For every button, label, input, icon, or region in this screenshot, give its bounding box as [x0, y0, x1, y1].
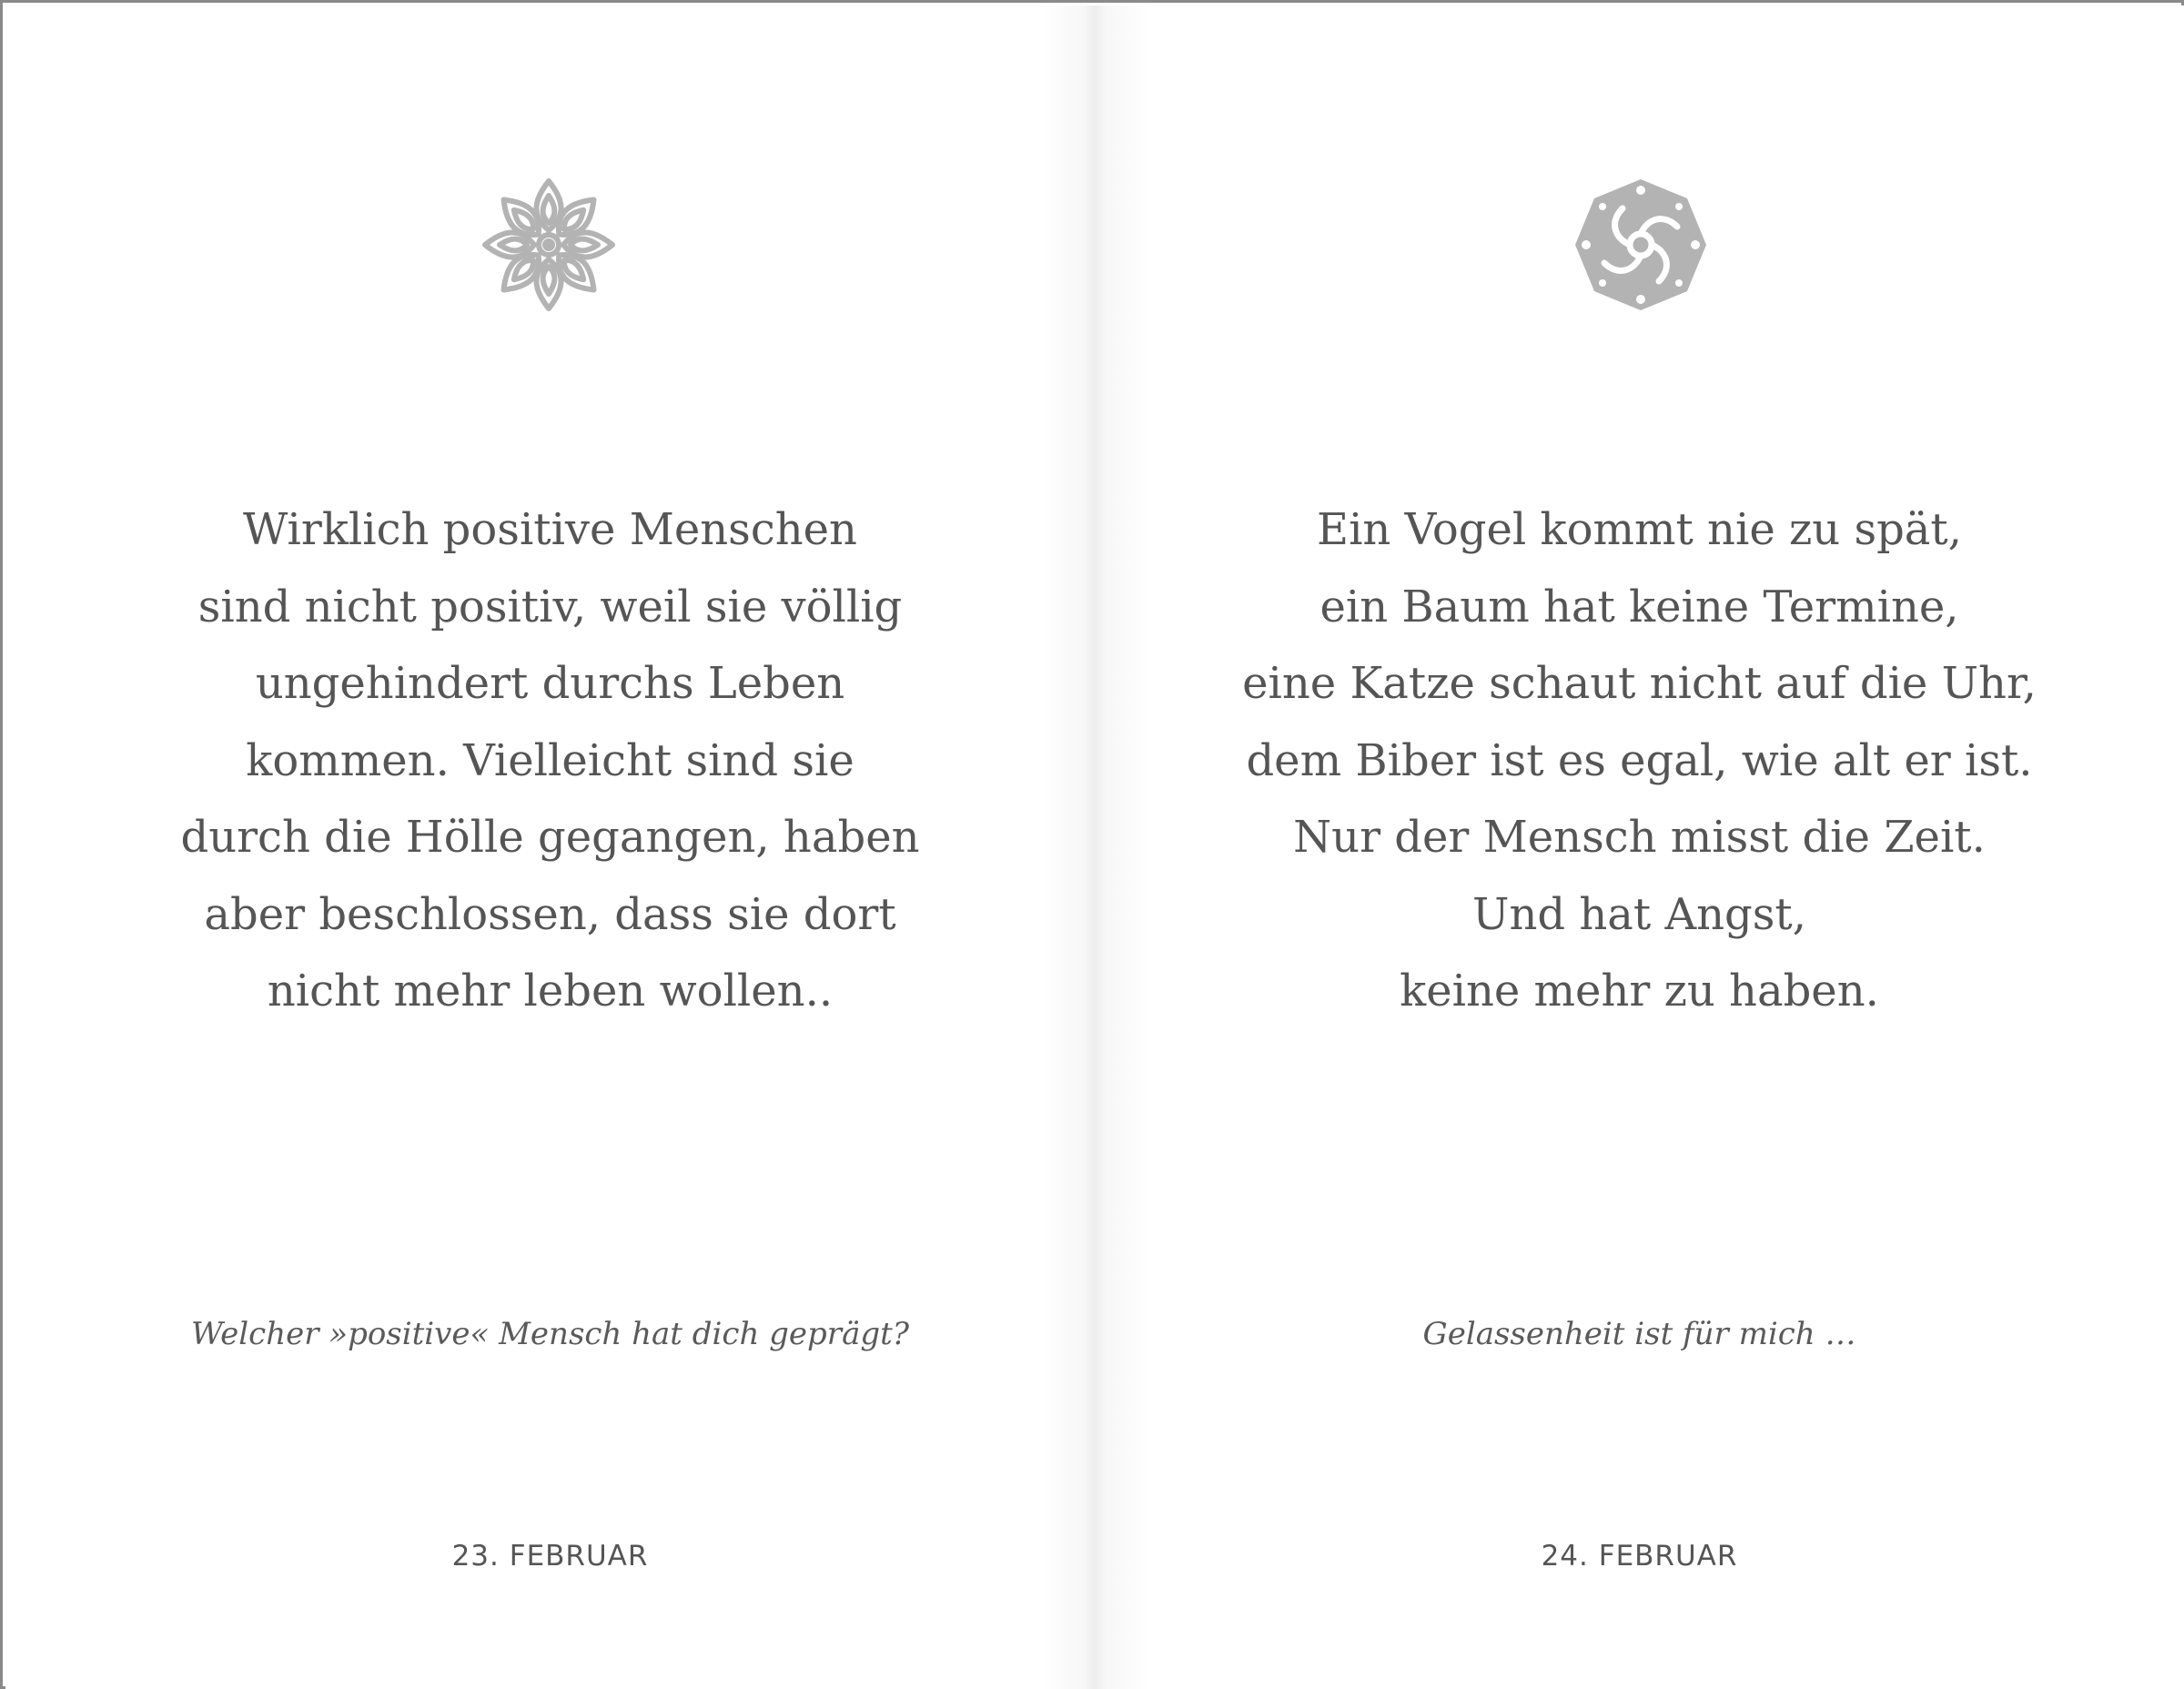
quote-line: ungehindert durchs Leben [255, 658, 845, 709]
reflection-prompt: Gelassenheit ist für mich … [1422, 1316, 1856, 1352]
quote-line: kommen. Vielleicht sind sie [246, 734, 854, 786]
octagon-rosette-icon [1572, 177, 1709, 313]
right-page [1095, 5, 2184, 1689]
quote-line: dem Biber ist es egal, wie alt er ist. [1246, 734, 2033, 786]
quote-line: keine mehr zu haben. [1400, 966, 1879, 1016]
reflection-prompt: Welcher »positive« Mensch hat dich geprägt? [190, 1316, 909, 1352]
quote-text [1095, 491, 2184, 1030]
quote-line: durch die Hölle gegangen, haben [180, 812, 920, 863]
quote-line: ein Baum hat keine Termine, [1320, 581, 1959, 632]
quote-line: nicht mehr leben wollen.. [267, 966, 834, 1016]
quote-line: sind nicht positiv, weil sie völlig [197, 581, 903, 632]
quote-text [5, 491, 1095, 1030]
mandala-flower-icon [480, 177, 617, 313]
page-date: 23. FEBRUAR [451, 1540, 649, 1573]
quote-line: Wirklich positive Menschen [243, 504, 857, 555]
quote-line: aber beschlossen, dass sie dort [204, 888, 896, 940]
quote-line: Nur der Mensch misst die Zeit. [1293, 812, 1986, 863]
quote-line: eine Katze schaut nicht auf die Uhr, [1242, 658, 2037, 709]
left-page [5, 5, 1095, 1689]
page-date: 24. FEBRUAR [1541, 1540, 1738, 1573]
quote-line: Und hat Angst, [1472, 888, 1806, 940]
quote-line: Ein Vogel kommt nie zu spät, [1317, 504, 1962, 555]
